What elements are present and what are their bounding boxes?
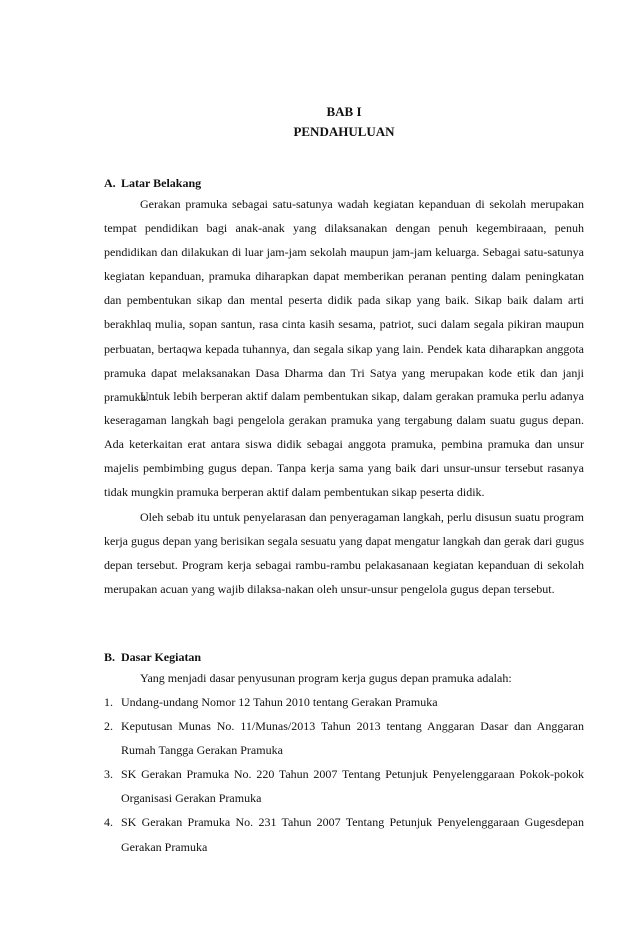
list-item — [104, 714, 584, 762]
list-item-text: Keputusan Munas No. 11/Munas/2013 Tahun 2013 tentang Anggaran Dasar dan Anggaran Rumah Tangga Gerakan Pramuka — [121, 719, 584, 758]
section-b-title: Dasar Kegiatan — [121, 650, 202, 664]
section-a-title: Latar Belakang — [121, 176, 202, 190]
paragraph-a2: Untuk lebih berperan aktif dalam pembentukan sikap, dalam gerakan pramuka perlu adanya keseragaman langkah bagi pengelola gerakan pramuka yang tergabung dalam suatu gugus depan. Ada keterkaitan erat antara siswa didik sebagai anggota pramuka, pembina pramuka dan unsur majelis pembimbing gugus depan. Tanpa kerja sama yang baik dari unsur-unsur tersebut rasanya tidak mungkin pramuka berperan aktif dalam pembentukan sikap peserta didik. — [104, 389, 584, 500]
list-item-number: 2. — [104, 719, 113, 734]
list-item-number: 4. — [104, 815, 113, 830]
list-item-number: 3. — [104, 767, 113, 782]
paragraph-a3: Oleh sebab itu untuk penyelarasan dan penyeragaman langkah, perlu disusun suatu program kerja gugus depan yang berisikan segala sesuatu yang dapat mengatur langkah dan gerak dari gugus depan tersebut. Program kerja sebagai rambu-rambu pelakasanaan kegiatan kepanduan di sekolah merupakan acuan yang wajib dilaksa-nakan oleh unsur-unsur pengelola gugus depan tersebut. — [104, 510, 584, 597]
chapter-title: PENDAHULUAN — [293, 124, 395, 139]
section-b-heading — [104, 649, 201, 665]
chapter-number: BAB I — [326, 104, 362, 119]
list-item — [104, 810, 584, 858]
section-b-intro: Yang menjadi dasar penyusunan program kerja gugus depan pramuka adalah: — [140, 671, 512, 685]
document-page — [104, 0, 584, 947]
section-a-letter: A. — [104, 176, 116, 190]
legal-basis-list — [104, 690, 584, 859]
list-item-text: SK Gerakan Pramuka No. 220 Tahun 2007 Tentang Petunjuk Penyelenggaraan Pokok-pokok Organisasi Gerakan Pramuka — [121, 767, 584, 806]
list-item — [104, 690, 584, 714]
list-item — [104, 762, 584, 810]
list-item-text: Undang-undang Nomor 12 Tahun 2010 tentang Gerakan Pramuka — [121, 695, 438, 709]
section-a-heading — [104, 175, 201, 191]
paragraph-a1: Gerakan pramuka sebagai satu-satunya wadah kegiatan kepanduan di sekolah merupakan tempat pendidikan bagi anak-anak yang dilaksanakan dengan penuh kegembiraaan, penuh pendidikan dan dilakukan di luar jam-jam sekolah maupun jam-jam keluarga. Sebagai satu-satunya kegiatan kepanduan, pramuka diharapkan dapat memberikan peranan penting dalam peningkatan dan pembentukan sikap dan mental peserta didik pada sikap yang baik. Sikap baik dalam arti berakhlaq mulia, sopan santun, rasa cinta kasih sesama, patriot, suci dalam segala pikiran maupun perbuatan, bertaqwa kepada tuhannya, dan segala sikap yang lain. Pendek kata diharapkan anggota pramuka dapat melaksanakan Dasa Dharma dan Tri Satya yang merupakan kode etik dan janji pramuka. — [104, 197, 584, 404]
list-item-text: SK Gerakan Pramuka No. 231 Tahun 2007 Tentang Petunjuk Penyelenggaraan Gugesdepan Gerakan Pramuka — [121, 815, 584, 854]
list-item-number: 1. — [104, 695, 113, 709]
section-b-letter: B. — [104, 650, 116, 664]
